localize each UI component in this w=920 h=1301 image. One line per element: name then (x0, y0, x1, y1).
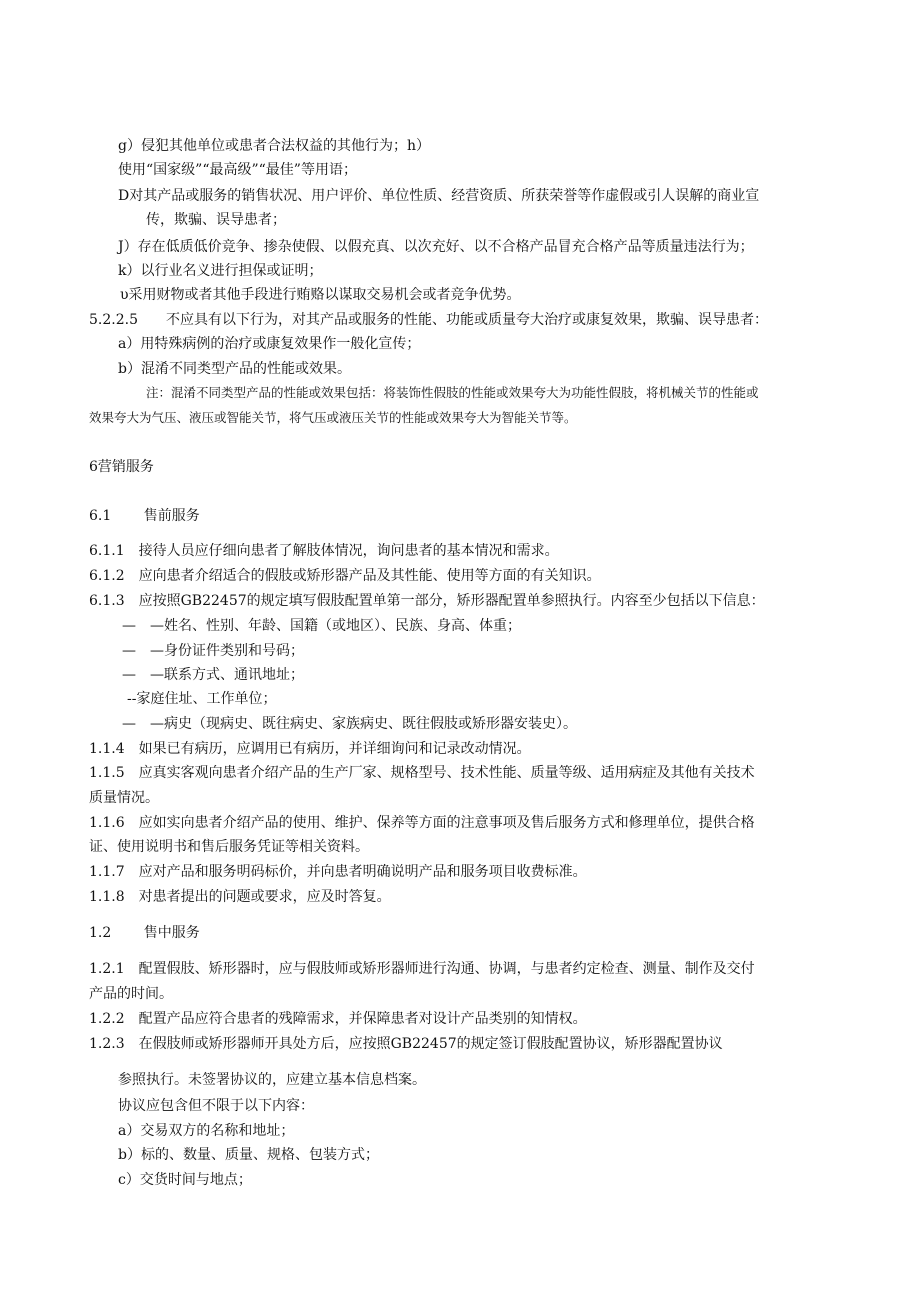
text-line-j: J）存在低质低价竞争、掺杂使假、以假充真、以次充好、以不合格产品冒充合格产品等质量违法行为； (118, 239, 754, 255)
section-heading-6: 6营销服务 (89, 459, 154, 475)
dash-item-1: — —姓名、性别、年龄、国籍（或地区）、民族、身高、体重； (122, 618, 521, 634)
text-line-a: a）用特殊病例的治疗或康复效果作一般化宣传； (118, 336, 421, 352)
clause-1-1-4: 1.1.4 如果已有病历，应调用已有病历，并详细询问和记录改动情况。 (89, 741, 531, 757)
text-line-i: D对其产品或服务的销售状况、用户评价、单位性质、经营资质、所获荣誉等作虚假或引人误解的商业宣 (118, 188, 760, 204)
agreement-item-c: c）交货时间与地点； (118, 1172, 252, 1188)
note-line-2: 效果夸大为气压、液压或智能关节，将气压或液压关节的性能或效果夸大为智能关节等。 (89, 410, 577, 425)
text-line-k: k）以行业名义进行担保或证明； (118, 263, 323, 279)
clause-1-2-3: 1.2.3 在假肢师或矫形器师开具处方后，应按照GB22457的规定签订假肢配置协议，矫形器配置协议 (89, 1036, 723, 1052)
dash-item-3: — —联系方式、通讯地址； (122, 667, 304, 683)
clause-1-2-1-cont: 产品的时间。 (89, 986, 173, 1002)
clause-1-2-3-cont: 参照执行。未签署协议的，应建立基本信息档案。 (118, 1072, 426, 1088)
clause-6-1-2: 6.1.2 应向患者介绍适合的假肢或矫形器产品及其性能、使用等方面的有关知识。 (89, 568, 601, 584)
dash-item-5: — —病史（现病史、既往病史、家族病史、既往假肢或矫形器安装史）。 (122, 716, 577, 732)
clause-1-1-6-cont: 证、使用说明书和售后服务凭证等相关资料。 (89, 839, 369, 855)
text-line-b: b）混淆不同类型产品的性能或效果。 (118, 361, 351, 377)
note-line-1: 注：混淆不同类型产品的性能或效果包括：将装饰性假肢的性能或效果夸大为功能性假肢，将机械关节的性能或 (146, 385, 759, 400)
clause-6-1-3: 6.1.3 应按照GB22457的规定填写假肢配置单第一部分，矫形器配置单参照执行。内容至少包括以下信息： (89, 593, 765, 609)
clause-1-1-5: 1.1.5 应真实客观向患者介绍产品的生产厂家、规格型号、技术性能、质量等级、适用病症及其他有关技术 (89, 765, 755, 781)
dash-item-2: — —身份证件类别和号码； (122, 643, 304, 659)
clause-5-2-2-5: 5.2.2.5 不应具有以下行为，对其产品或服务的性能、功能或质量夸大治疗或康复效果，欺骗、误导患者： (89, 312, 768, 328)
agreement-item-b: b）标的、数量、质量、规格、包装方式； (118, 1147, 379, 1163)
clause-1-1-5-cont: 质量情况。 (89, 790, 159, 806)
subsection-heading-1-2: 1.2 售中服务 (89, 925, 200, 941)
subsection-heading-6-1: 6.1 售前服务 (89, 508, 200, 524)
clause-6-1-1: 6.1.1 接待人员应仔细向患者了解肢体情况，询问患者的基本情况和需求。 (89, 543, 559, 559)
clause-1-1-6: 1.1.6 应如实向患者介绍产品的使用、维护、保养等方面的注意事项及售后服务方式和修理单位，提供合格 (89, 815, 755, 831)
clause-1-1-7: 1.1.7 应对产品和服务明码标价，并向患者明确说明产品和服务项目收费标准。 (89, 864, 587, 880)
dash-item-4: --家庭住址、工作单位； (127, 691, 277, 707)
clause-1-1-8: 1.1.8 对患者提出的问题或要求，应及时答复。 (89, 889, 391, 905)
text-line-h: 使用“国家级”“最高级”“最佳”等用语； (118, 162, 357, 178)
text-line-l: υ采用财物或者其他手段进行贿赂以谋取交易机会或者竞争优势。 (120, 287, 521, 303)
text-line-g: g）侵犯其他单位或患者合法权益的其他行为；h） (118, 138, 430, 154)
clause-1-2-1: 1.2.1 配置假肢、矫形器时，应与假肢师或矫形器师进行沟通、协调，与患者约定检查、测量、制作及交付 (89, 961, 755, 977)
agreement-intro: 协议应包含但不限于以下内容： (118, 1098, 314, 1114)
text-line-i-cont: 传，欺骗、误导患者； (146, 212, 286, 228)
clause-1-2-2: 1.2.2 配置产品应符合患者的残障需求，并保障患者对设计产品类别的知情权。 (89, 1011, 587, 1027)
agreement-item-a: a）交易双方的名称和地址； (118, 1123, 295, 1139)
